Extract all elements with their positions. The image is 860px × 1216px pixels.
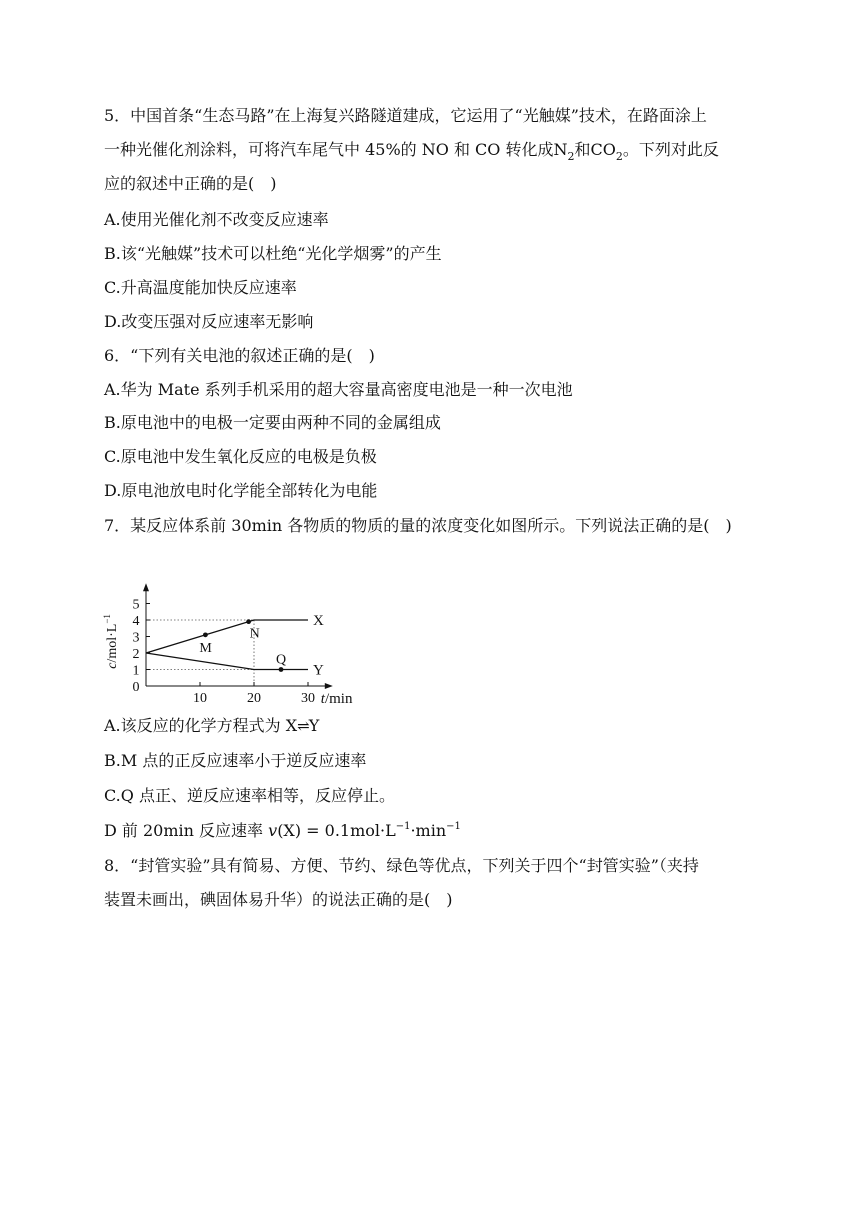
y-tick-label: 1 xyxy=(132,663,140,679)
y-tick-label: 3 xyxy=(132,630,140,646)
formula-co2: $CO_2$ xyxy=(590,140,623,163)
x-tick-label: 30 xyxy=(301,691,315,706)
q8-line1: 8．“封管实验”具有简易、方便、节约、绿色等优点，下列关于四个“封管实验”（夹持 xyxy=(104,856,699,875)
series-line-x xyxy=(146,620,308,653)
y-axis-label xyxy=(102,614,120,669)
x-axis-var: t xyxy=(320,691,325,707)
x-axis-unit: /min xyxy=(324,691,353,707)
q6-option-b: B.原电池中的电极一定要由两种不同的金属组成 xyxy=(104,413,441,432)
q6-stem: 6．“下列有关电池的叙述正确的是( ) xyxy=(104,346,375,365)
point-label-q: Q xyxy=(276,652,287,668)
q5-option-d: D.改变压强对反应速率无影响 xyxy=(104,312,314,331)
x-tick-label: 10 xyxy=(193,691,207,706)
series-label-x: X xyxy=(313,613,324,629)
q7-stem: 7．某反应体系前 30min 各物质的物质的量的浓度变化如图所示。下列说法正确的是( ) xyxy=(104,516,732,535)
q5-line1: 5．中国首条“生态马路”在上海复兴路隧道建成，它运用了“光触媒”技术，在路面涂上 xyxy=(104,106,707,125)
y-tick-label: 2 xyxy=(132,647,140,662)
q7-option-c: C.Q 点正、逆反应速率相等，反应停止。 xyxy=(104,786,395,805)
series-label-y: Y xyxy=(313,662,324,679)
q5-option-c: C.升高温度能加快反应速率 xyxy=(104,278,297,297)
point-m xyxy=(203,632,208,637)
q6-option-a: A.华为 Mate 系列手机采用的超大容量高密度电池是一种一次电池 xyxy=(104,380,573,399)
q5-and: 和 xyxy=(574,140,591,159)
point-n xyxy=(246,619,251,624)
q5-line2-a: 一种光催化剂涂料，可将汽车尾气中 45%的 NO 和 CO 转化成 xyxy=(104,140,554,159)
chart-labels xyxy=(102,613,353,707)
q5-option-b: B.该“光触媒”技术可以杜绝“光化学烟雾”的产生 xyxy=(104,244,442,263)
point-label-m: M xyxy=(199,640,212,656)
q8-line2: 装置未画出，碘固体易升华）的说法正确的是( ) xyxy=(104,890,453,909)
chart-axes xyxy=(133,583,333,706)
y-axis-unit-exponent: −1 xyxy=(102,614,112,624)
point-q xyxy=(279,667,284,672)
y-axis-unit: /mol·L xyxy=(105,623,120,663)
equilibrium-arrow-icon: ⇌ xyxy=(297,717,309,735)
q7-option-a: A.该反应的化学方程式为 X⇌Y xyxy=(104,716,320,735)
y-axis-arrow-icon xyxy=(143,583,149,591)
formula-n2: $N_2$ xyxy=(553,140,575,163)
q5-line2-b: 。下列对此反 xyxy=(622,140,719,159)
x-axis-label xyxy=(321,691,353,707)
y-axis-var: c xyxy=(105,662,120,669)
q5-option-a: A.使用光催化剂不改变反应速率 xyxy=(104,210,329,229)
y-tick-label: 5 xyxy=(132,597,140,613)
y-tick-label: 4 xyxy=(132,614,140,629)
concentration-time-chart xyxy=(96,546,386,708)
q5-line3: 应的叙述中正确的是( ) xyxy=(104,174,277,193)
x-axis-arrow-icon xyxy=(325,683,333,689)
q5-line2 xyxy=(104,140,719,162)
point-label-n: N xyxy=(249,626,260,642)
q6-option-c: C.原电池中发生氧化反应的电极是负极 xyxy=(104,447,377,466)
q7-option-b: B.M 点的正反应速率小于逆反应速率 xyxy=(104,751,367,770)
x-tick-label: 20 xyxy=(247,691,261,706)
q6-option-d: D.原电池放电时化学能全部转化为电能 xyxy=(104,481,378,500)
q7-option-d: D 前 20min 反应速率 $v(X) = 0.1mol\cdot L^{-1}\cdot\min^{-1}$ xyxy=(104,821,461,840)
origin-label: 0 xyxy=(132,680,140,695)
